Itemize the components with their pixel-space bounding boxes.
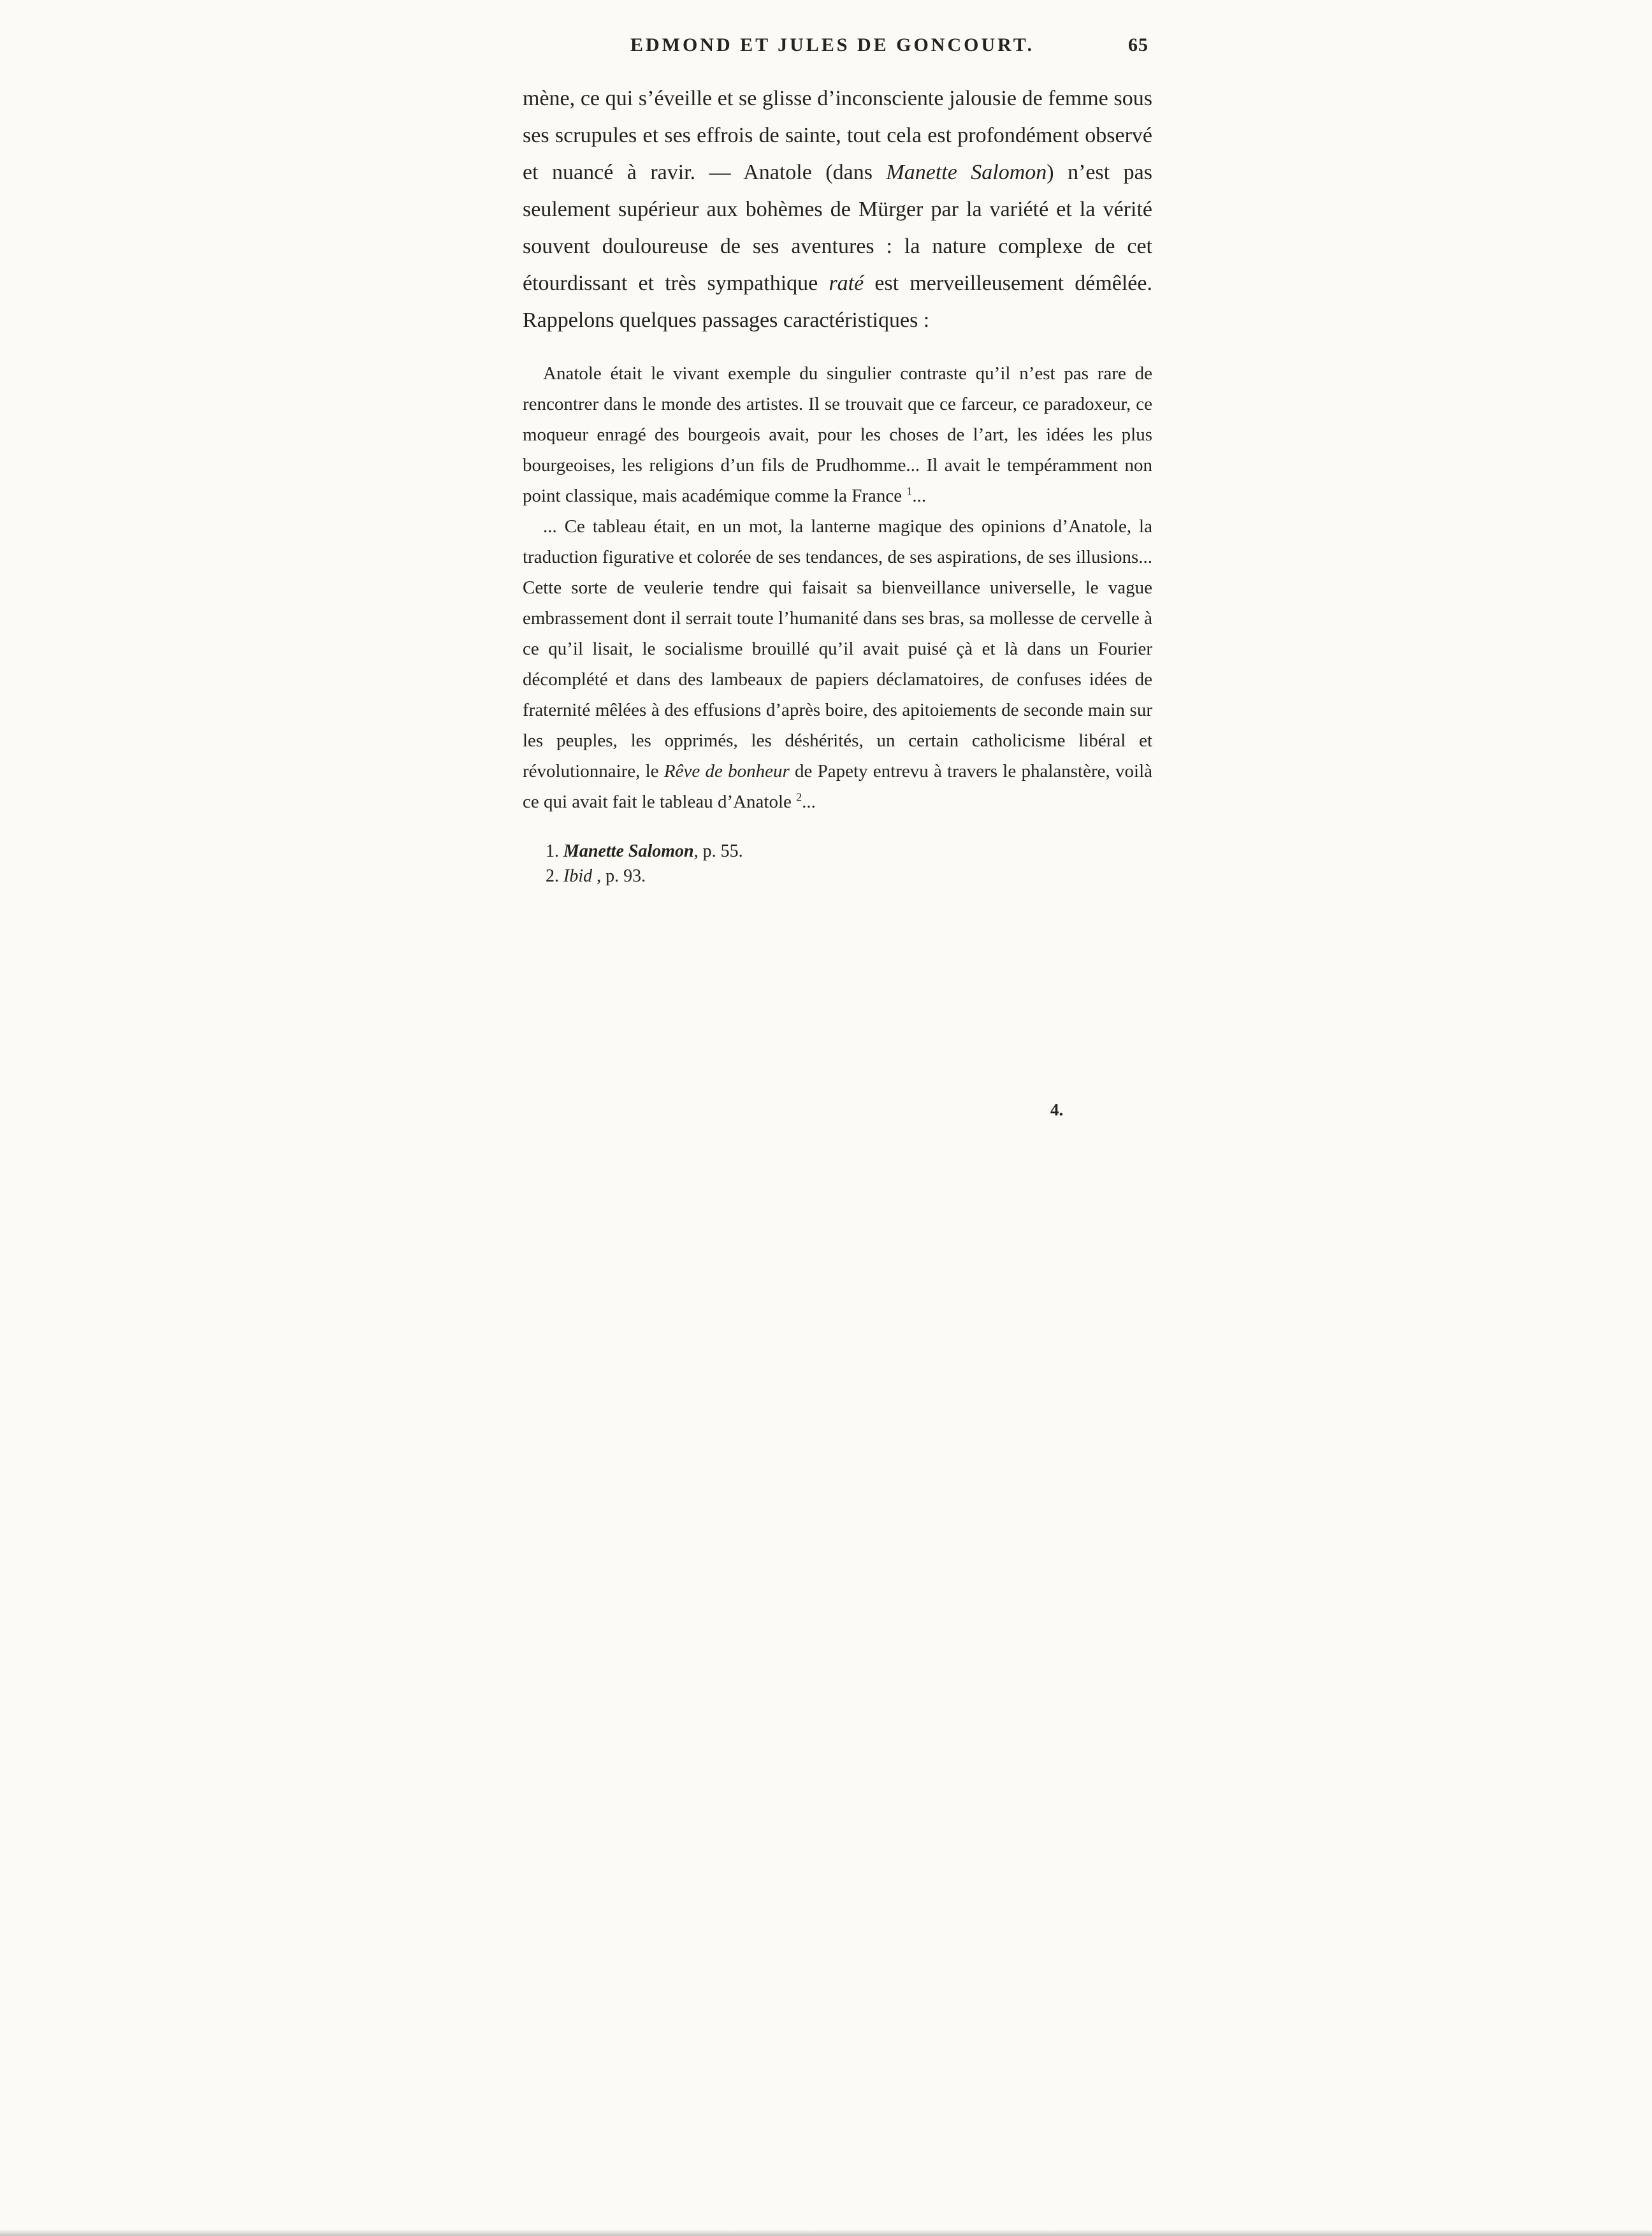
footnotes [546, 839, 1152, 889]
text-segment: de Papety entrevu à travers le phalanstère, voilà ce qui avait fait le tableau d’Anatole [523, 761, 1153, 812]
text-segment: 1. [546, 841, 563, 861]
text-segment: 2. [546, 866, 563, 886]
running-head-title: EDMOND ET JULES DE GONCOURT. [630, 34, 1035, 55]
text-segment: Manette Salomon [886, 161, 1047, 184]
page-number: 65 [1128, 34, 1148, 55]
text-segment: Rêve de bonheur [663, 761, 790, 781]
text-segment: ... [912, 486, 927, 506]
text-segment: , p. 55. [693, 841, 743, 861]
main-paragraph [523, 80, 1152, 339]
signature-mark: 4. [1050, 1100, 1064, 1119]
text-segment: ... [802, 792, 816, 812]
text-segment: ) n’est pas seulement supérieur aux bohèmes de Mürger par la variété et la vérité souvent douloureuse de ses aventures : la nature complexe de cet étourdissant et très sympathique [523, 161, 1152, 295]
text-segment: raté [829, 272, 864, 295]
text-segment: est merveilleusement démêlée. Rappelons quelques passages caractéristiques : [523, 272, 1152, 332]
quote-paragraph-1 [523, 358, 1152, 511]
text-segment: mène, ce qui s’éveille et se glisse d’inconsciente jalousie de femme sous ses scrupules et ses effrois de sainte, tout cela est profondément observé et nuancé à ravir. — Anatole (dans [523, 87, 1152, 184]
scan-edge [0, 2230, 1652, 2236]
footnote-reference: 2 [796, 790, 802, 804]
text-block [523, 80, 1152, 889]
running-head [514, 34, 1151, 56]
text-segment: ... Ce tableau était, en un mot, la lanterne magique des opinions d’Anatole, la traduction figurative et colorée de ses tendances, de ses aspirations, de ses illusions... Cette sorte de veulerie tendre qui faisait sa bienveillance universelle, le vague embrassement dont il serrait toute l’humanité dans ses bras, sa mollesse de cervelle à ce qu’il lisait, le socialisme brouillé qu’il avait puisé çà et là dans un Fourier décomplété et dans des lambeaux de papiers déclamatoires, de confuses idées de fraternité mêlées à des effusions d’après boire, des apitoiements de seconde main sur les peuples, les opprimés, les déshérités, un certain catholicisme libéral et révolutionnaire, le [523, 516, 1152, 781]
text-segment: Manette Salomon [563, 841, 694, 861]
text-segment: , p. 93. [592, 866, 646, 886]
footnote-reference: 1 [906, 484, 913, 498]
quoted-passage [523, 358, 1152, 817]
footnote-2 [546, 864, 1152, 889]
text-segment: Ibid [563, 866, 593, 886]
quote-paragraph-2 [523, 511, 1152, 817]
text-segment: Anatole était le vivant exemple du singulier contraste qu’il n’est pas rare de rencontrer dans le monde des artistes. Il se trouvait que ce farceur, ce paradoxeur, ce moqueur enragé des bourgeois avait, pour les choses de l’art, les idées les plus bourgeoises, les religions d’un fils de Prudhomme... Il avait le tempéramment non point classique, mais académique comme la France [523, 363, 1152, 506]
footnote-1 [546, 839, 1152, 864]
